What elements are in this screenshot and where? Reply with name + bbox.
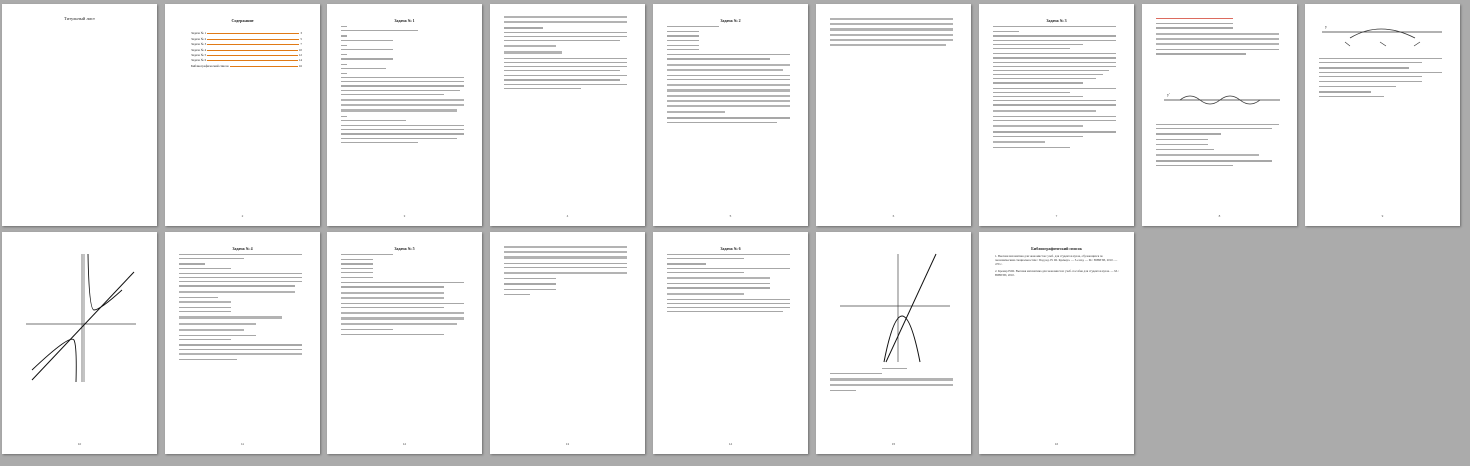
text-line — [504, 75, 627, 76]
text-line — [993, 31, 1019, 32]
page-task-4[interactable] — [165, 232, 320, 454]
text-line — [179, 349, 302, 350]
text-body — [504, 16, 633, 208]
text-line — [667, 40, 699, 41]
page-9[interactable] — [1305, 4, 1460, 226]
svg-text:y: y — [1325, 24, 1327, 29]
text-line — [504, 84, 627, 85]
text-line — [341, 58, 393, 59]
text-line — [1156, 124, 1279, 125]
text-line — [667, 293, 744, 295]
text-line — [993, 53, 1116, 54]
text-line — [1319, 81, 1422, 82]
text-line — [179, 277, 302, 278]
text-line — [504, 88, 581, 89]
text-line — [667, 105, 790, 107]
page-heading: Задача № 4 — [232, 246, 253, 251]
text-line — [667, 49, 699, 50]
text-line — [341, 323, 457, 325]
text-line — [504, 36, 627, 37]
text-body — [667, 254, 796, 436]
text-line — [993, 40, 1116, 41]
text-line — [667, 100, 790, 102]
text-line — [830, 384, 953, 386]
text-body — [830, 368, 959, 436]
text-line — [179, 353, 302, 355]
page-number: 9 — [1381, 214, 1384, 218]
text-line — [830, 39, 953, 41]
text-line — [1156, 133, 1221, 134]
text-line — [667, 84, 790, 86]
text-line — [667, 287, 770, 288]
text-line — [179, 297, 218, 298]
text-line — [1319, 67, 1409, 68]
text-line — [341, 99, 464, 101]
page-task-6[interactable] — [653, 232, 808, 454]
text-body — [1319, 58, 1448, 208]
text-line — [1156, 27, 1233, 28]
text-line — [993, 70, 1109, 71]
page-heading: Содержание — [231, 18, 254, 23]
toc-item[interactable]: Задача № 6 14 — [191, 58, 302, 63]
text-line — [341, 85, 464, 86]
text-line — [341, 129, 464, 130]
text-line — [179, 254, 302, 255]
text-line — [341, 44, 470, 45]
text-line — [179, 344, 302, 345]
text-line — [341, 272, 373, 273]
text-line — [993, 147, 1070, 148]
toc-item[interactable]: Задача № 4 10 — [191, 47, 302, 52]
text-line — [993, 136, 1083, 137]
text-line — [667, 277, 770, 279]
text-line — [830, 18, 953, 20]
text-line — [341, 115, 470, 116]
text-line — [341, 81, 464, 82]
text-line — [341, 35, 347, 36]
text-line — [341, 45, 347, 46]
text-line — [667, 64, 790, 66]
page-task-3[interactable] — [979, 4, 1134, 226]
text-line — [341, 64, 347, 65]
page-heading: Задача № 6 — [720, 246, 741, 251]
text-line — [667, 117, 790, 118]
text-line — [993, 120, 1116, 121]
text-line — [667, 263, 706, 264]
page-task-1[interactable] — [327, 4, 482, 226]
text-line — [504, 32, 627, 33]
text-line — [504, 51, 562, 53]
text-line — [341, 54, 347, 55]
text-line — [1156, 160, 1272, 161]
text-line — [504, 62, 627, 63]
page-task-5[interactable] — [327, 232, 482, 454]
text-line — [179, 281, 302, 282]
text-line — [504, 251, 627, 253]
page-task-2[interactable] — [653, 4, 808, 226]
text-line — [667, 111, 725, 113]
text-line — [993, 78, 1096, 79]
text-line — [341, 53, 470, 54]
page-4[interactable] — [490, 4, 645, 226]
toc-item[interactable]: Задача № 1 3 — [191, 31, 302, 36]
text-line — [179, 307, 231, 308]
text-line — [1319, 58, 1442, 59]
text-line — [830, 373, 882, 374]
text-line — [341, 329, 393, 330]
text-line — [179, 323, 256, 325]
page-heading: Библиографический список — [1031, 246, 1082, 251]
page-heading: Задача № 3 — [1046, 18, 1067, 23]
text-line — [179, 285, 295, 286]
text-line — [667, 268, 790, 269]
function-graph — [22, 250, 140, 385]
text-line — [179, 273, 302, 274]
text-line — [179, 335, 256, 336]
text-line — [179, 291, 295, 293]
text-line — [341, 138, 457, 139]
text-line — [667, 89, 790, 91]
text-line — [179, 263, 205, 264]
text-line — [341, 259, 373, 260]
page-bibliography[interactable] — [979, 232, 1134, 454]
text-line — [1319, 91, 1371, 92]
page-number: 15 — [891, 442, 896, 446]
text-line — [341, 109, 457, 111]
text-line — [341, 125, 464, 126]
bibliography-list — [995, 254, 1122, 277]
text-line — [341, 297, 444, 299]
text-line — [341, 334, 444, 335]
text-line — [341, 277, 373, 278]
text-line — [504, 246, 627, 248]
page-heading: Задача № 5 — [394, 246, 415, 251]
text-body — [1156, 124, 1285, 208]
text-line — [179, 329, 244, 331]
table-of-contents — [191, 30, 302, 68]
text-line — [341, 120, 406, 121]
text-line — [341, 72, 470, 73]
page-heading: Задача № 1 — [394, 18, 415, 23]
text-line — [667, 79, 790, 80]
text-line — [667, 45, 699, 46]
text-line — [993, 66, 1116, 67]
text-line — [667, 54, 790, 55]
text-line — [341, 49, 393, 50]
text-line — [882, 368, 908, 369]
svg-text:y': y' — [1167, 92, 1170, 97]
bib-entry: 2. Кремер Н.Ш. Высшая математика для экономистов: учеб. пособие для студентов вузов. — М.: ЮНИТИ, 2010. — [995, 268, 1119, 277]
text-line — [830, 34, 953, 36]
page-number: 16 — [1054, 442, 1059, 446]
text-line — [993, 125, 1083, 127]
text-line — [504, 66, 627, 67]
text-line — [1156, 139, 1208, 140]
text-line — [341, 77, 464, 78]
text-line — [341, 286, 444, 287]
text-line — [341, 292, 444, 294]
text-line — [667, 307, 790, 308]
text-line — [504, 21, 627, 23]
page-13[interactable] — [490, 232, 645, 454]
text-body — [993, 26, 1122, 208]
text-line — [504, 283, 556, 284]
text-line — [1156, 43, 1279, 45]
page-graph-2[interactable] — [816, 232, 971, 454]
text-line — [1156, 154, 1259, 156]
page-number: 4 — [566, 214, 569, 218]
text-line — [993, 44, 1083, 45]
text-line — [341, 317, 464, 319]
function-graph — [836, 250, 954, 365]
text-line — [504, 45, 556, 47]
text-line — [1319, 96, 1384, 97]
text-line — [1156, 38, 1279, 40]
text-line — [504, 256, 627, 258]
text-line — [667, 122, 777, 123]
text-line — [341, 303, 464, 304]
text-line — [830, 23, 953, 25]
text-line — [341, 133, 464, 134]
text-body — [341, 26, 470, 208]
text-line — [667, 75, 790, 76]
text-line — [504, 289, 556, 290]
page-number: 2 — [241, 214, 244, 218]
text-line — [341, 268, 373, 269]
text-line — [504, 294, 530, 295]
page-number: 10 — [77, 442, 82, 446]
text-line — [341, 63, 470, 64]
sign-chart — [1162, 90, 1282, 112]
text-line — [993, 100, 1116, 101]
text-line — [504, 70, 620, 71]
toc-item[interactable]: Задача № 5 12 — [191, 52, 302, 57]
text-line — [341, 307, 444, 308]
text-line — [993, 26, 1116, 27]
page-number: 13 — [565, 442, 570, 446]
text-line — [667, 272, 744, 273]
page-number: 7 — [1055, 214, 1058, 218]
text-line — [1319, 62, 1422, 63]
text-line — [667, 311, 783, 312]
text-body — [341, 254, 470, 436]
text-line — [993, 74, 1103, 75]
text-line — [341, 263, 373, 264]
text-body — [179, 254, 308, 436]
text-line — [1319, 76, 1422, 77]
text-line — [1156, 18, 1233, 19]
page-heading: Задача № 2 — [720, 18, 741, 23]
text-line — [504, 278, 556, 279]
text-line — [504, 16, 627, 18]
page-number: 14 — [728, 442, 733, 446]
text-line — [1156, 49, 1279, 50]
text-line — [993, 116, 1116, 117]
text-body — [504, 246, 633, 436]
text-line — [667, 95, 790, 97]
text-line — [667, 283, 770, 284]
text-line — [667, 58, 770, 59]
text-line — [1156, 128, 1272, 129]
text-line — [179, 258, 244, 259]
page-graph-1[interactable] — [2, 232, 157, 454]
text-line — [667, 303, 790, 304]
text-line — [341, 90, 460, 91]
page-8[interactable] — [1142, 4, 1297, 226]
page-number: 3 — [403, 214, 406, 218]
text-line — [341, 282, 464, 283]
text-line — [504, 267, 627, 268]
text-line — [341, 34, 470, 35]
text-line — [830, 28, 953, 30]
text-line — [341, 116, 347, 117]
text-line — [993, 62, 1116, 63]
text-line — [341, 30, 418, 31]
text-line — [504, 27, 543, 28]
text-line — [179, 316, 282, 318]
text-line — [993, 92, 1070, 93]
text-line — [830, 390, 856, 391]
text-line — [179, 301, 231, 303]
sign-chart — [1320, 20, 1445, 50]
text-line — [667, 299, 790, 300]
text-line — [341, 94, 444, 95]
text-line — [1156, 149, 1214, 150]
text-line — [667, 258, 744, 259]
toc-item[interactable]: Задача № 2 5 — [191, 36, 302, 41]
toc-item[interactable]: Задача № 3 7 — [191, 42, 302, 47]
text-line — [504, 263, 627, 264]
text-line — [993, 57, 1116, 58]
text-line — [179, 339, 231, 340]
text-line — [667, 26, 719, 27]
text-line — [341, 73, 347, 74]
text-line — [993, 88, 1116, 89]
text-line — [179, 311, 231, 312]
text-line — [341, 26, 347, 27]
text-line — [993, 141, 1045, 143]
text-line — [341, 104, 464, 106]
text-line — [341, 312, 464, 314]
text-line — [179, 359, 237, 360]
text-body — [667, 26, 796, 208]
text-line — [1156, 144, 1208, 145]
text-line — [341, 254, 393, 255]
text-line — [341, 68, 386, 69]
text-line — [504, 272, 627, 274]
text-line — [504, 58, 627, 59]
text-line — [830, 378, 953, 380]
toc-item[interactable]: Библиографический список 16 — [191, 63, 302, 68]
text-line — [993, 48, 1070, 49]
text-line — [993, 104, 1116, 105]
page-6[interactable] — [816, 4, 971, 226]
text-line — [667, 69, 783, 71]
text-line — [667, 35, 699, 36]
text-line — [993, 35, 1116, 36]
page-number: 11 — [240, 442, 245, 446]
text-line — [504, 79, 620, 80]
text-line — [1156, 33, 1279, 35]
text-line — [1156, 53, 1246, 54]
text-line — [341, 40, 393, 41]
text-line — [993, 96, 1083, 97]
text-body — [830, 18, 959, 208]
page-number: 8 — [1218, 214, 1221, 218]
text-line — [993, 110, 1096, 112]
text-line — [1319, 86, 1396, 87]
text-line — [1156, 23, 1233, 24]
page-number: 6 — [892, 214, 895, 218]
page-heading: Титульный лист — [64, 16, 95, 21]
page-contents[interactable] — [165, 4, 320, 226]
text-line — [1319, 72, 1442, 73]
text-line — [993, 82, 1083, 83]
text-line — [993, 131, 1116, 132]
text-line — [1156, 165, 1233, 166]
text-line — [830, 44, 946, 46]
page-number: 12 — [402, 442, 407, 446]
text-line — [179, 268, 231, 269]
text-line — [667, 31, 699, 32]
text-line — [667, 254, 790, 255]
text-line — [341, 142, 418, 143]
bib-entry: 1. Высшая математика для экономистов: учеб. для студентов вузов, обучающихся по экономическим специальностям / Под ред. Н. Ш. Кремера. — 3-е изд. — М.: ЮНИТИ, 2010. — 479 с. — [995, 254, 1118, 267]
page-title-sheet[interactable] — [2, 4, 157, 226]
page-number: 5 — [729, 214, 732, 218]
text-line — [504, 40, 620, 41]
